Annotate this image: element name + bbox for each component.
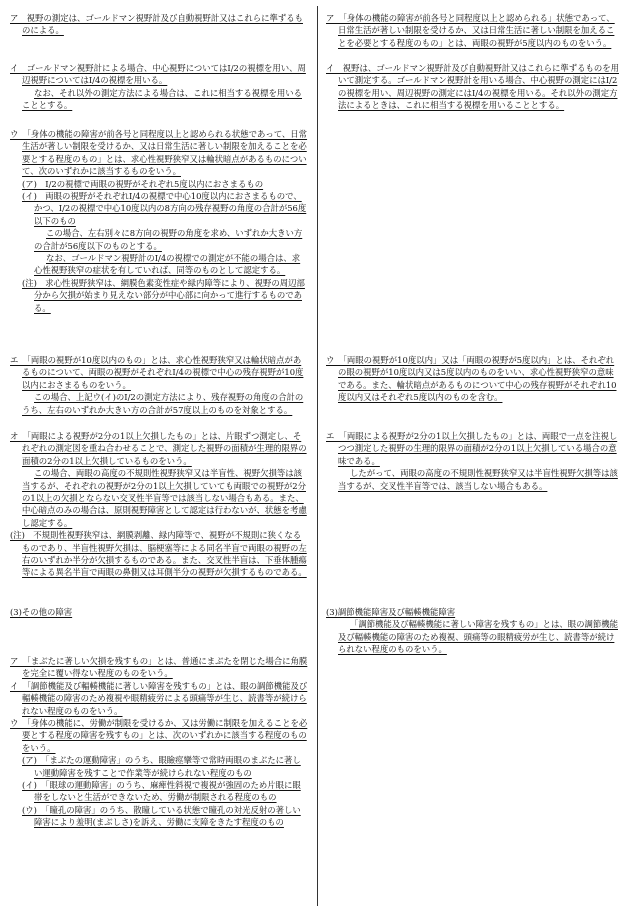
right-item-e [326, 430, 620, 492]
left-item-e-note: この場合、上記ウ(イ)のⅠ/2の測定方法により、残存視野の角度の合計のうち、左右のいずれか大きい方の合計が57度以上のものを対象とする。 [22, 392, 304, 415]
right-item-a-text: ア 「身体の機能の障害が前各号と同程度以上と認められる」状態であって、日常生活が著しい制限を受けるか、又は日常生活に著しい制限を加えることを必要とする程度のもの」とは、両眼の視野が5度以内のものをいう。 [326, 13, 615, 48]
left-item-o [10, 430, 308, 579]
left-item-a-text: ア 視野の測定は、ゴールドマン視野計及び自動視野計又はこれらに準ずるものによる。 [10, 13, 303, 36]
left-section-3-heading: (3)その他の障害 [10, 607, 73, 617]
right-item-i [326, 62, 620, 112]
left-item-o-remark: (注) 不規則性視野狭窄は、網膜剥離、緑内障等で、視野が不規則に狭くなるものであり、半盲性視野欠損は、脳梗塞等による同名半盲で両眼の視野の左右のいずれか半分が欠損するものである。また、交叉性半盲は、下垂体腫瘍等による異名半盲で両眼の鼻側又は耳側半分の視野が欠損するものである。 [10, 530, 307, 578]
right-item-e-note: したがって、両眼の高度の不規則性視野狭窄又は半盲性視野欠損等は該当するが、交叉性半盲等では、該当しない場合もある。 [338, 468, 618, 491]
left-other-i: イ 「調節機能及び輻輳機能に著しい障害を残すもの」とは、眼の調節機能及び輻輳機能の障害のため複視や眼精疲労による頭痛等が生じ、読書等が続けられない程度のものをいう。 [10, 680, 308, 716]
right-item-a [326, 12, 620, 49]
left-item-u-remark: (注) 求心性視野狭窄は、網膜色素変性症や緑内障等により、視野の周辺部分から欠損が始まり見えない部分が中心部に向かって進行するものである。 [22, 277, 305, 313]
left-other-u-sub-i: (イ) 「眼球の運動障害」のうち、麻痺性斜視で複視が強固のため片眼に眼帯をしないと生活ができないため、労働が制限される程度のもの [22, 780, 301, 803]
left-item-e [10, 354, 308, 416]
column-divider [317, 6, 318, 906]
right-section-3-heading: (3)調節機能障害及び輻輳機能障害 [326, 607, 456, 617]
right-item-u [326, 354, 620, 404]
left-item-i [10, 62, 308, 112]
left-item-o-text: オ 「両眼による視野が2分の1以上欠損したもの」とは、片眼ずつ測定し、それぞれの測定図を重ね合わせることで、測定した視野の面積が生理的限界の面積の2分の1以上欠損しているものをいう。 [10, 431, 307, 466]
left-other-a: ア 「まぶたに著しい欠損を残すもの」とは、普通にまぶたを閉じた場合に角膜を完全に覆い得ない程度のものをいう。 [10, 656, 308, 679]
right-item-e-text: エ 「両眼による視野が2分の1以上欠損したもの」とは、両眼で一点を注視しつつ測定した視野の生理的限界の面積が2分の1以上欠損している場合の意味である。 [326, 431, 618, 466]
left-other-u-sub-u: (ウ) 「瞳孔の障害」のうち、散瞳している状態で瞳孔の対光反射の著しい障害により羞明(まぶしさ)を訴え、労働に支障をきたす程度のもの [22, 804, 301, 828]
left-item-u-sub-i: (イ) 両眼の視野がそれぞれⅠ/4の視標で中心10度以内におさまるもので、かつ、Ⅰ/2の視標で中心10度以内の8方向の残存視野の角度の合計が56度以下のもの [22, 191, 307, 226]
left-item-e-text: エ 「両眼の視野が10度以内のもの」とは、求心性視野狭窄又は輪状暗点があるものについて、両眼の視野がそれぞれⅠ/4の視標で中心の残存視野が10度以内におさまるものをいう。 [10, 355, 304, 390]
left-other-u: ウ 「身体の機能に、労働が制限を受けるか、又は労働に制限を加えることを必要とする程度の障害を残すもの」とは、次のいずれかに該当する程度のものをいう。 [10, 718, 308, 753]
left-other-list [10, 655, 308, 829]
left-item-u-sub-a: (ア) Ⅰ/2の視標で両眼の視野がそれぞれ5度以内におさまるもの [22, 178, 264, 189]
left-item-u [10, 128, 308, 314]
left-other-u-sub-a: (ア) 「まぶたの運動障害」のうち、眼瞼痙攣等で常時両眼のまぶたに著しい運動障害を残すことで作業等が続けられない程度のもの [22, 755, 301, 778]
left-item-u-sub-i-note2: なお、ゴールドマン視野計のⅠ/4の視標での測定が不能の場合は、求心性視野狭窄の症状を有していれば、同等のものとして認定する。 [34, 253, 301, 276]
left-item-u-sub-i-note: この場合、左右別々に8方向の視野の角度を求め、いずれか大きい方の合計が56度以下のものとする。 [34, 228, 303, 251]
left-item-o-note: この場合、両眼の高度の不規則性視野狭窄又は半盲性、視野欠損等は該当するが、それぞれの視野が2分の1以上欠損していても両眼での視野が2分の1以上の欠損とならない交叉性半盲等では該当しない場合もある。また、中心暗点のみの場合は、原則視野障害として認定は行わないが、状態を考慮し認定する。 [22, 468, 307, 528]
left-item-a [10, 12, 308, 37]
right-section-3-body: 「調節機能及び輻輳機能に著しい障害を残すもの」とは、眼の調節機能及び輻輳機能の障害のため複視、頭痛等の眼精疲労が生じ、読書等が続けられない程度のものをいう。 [338, 619, 618, 655]
right-section-3 [326, 606, 620, 656]
right-item-u-text: ウ 「両眼の視野が10度以内」又は「両眼の視野が5度以内」とは、それぞれの眼の視野が10度以内又は5度以内のものをいい、求心性視野狭窄の意味である。また、輪状暗点があるものについて中心の残存視野がそれぞれ10度以内又はそれぞれ5度以内のものを含む。 [326, 355, 617, 403]
left-item-i-text: イ ゴールドマン視野計による場合、中心視野についてはⅠ/2の視標を用い、周辺視野についてはⅠ/4の視標を用いる。 [10, 63, 306, 86]
right-item-i-text: イ 視野は、ゴールドマン視野計及び自動視野計又はこれらに準ずるものを用いて測定する。ゴールドマン視野計を用いる場合、中心視野の測定にはⅠ/2の視標を用い、周辺視野の測定にはⅠ/4の視標を用いる。それ以外の測定方法によるときは、これに相当する視標を用いることとする。 [326, 63, 619, 111]
left-item-i-note: なお、それ以外の測定方法による場合は、これに相当する視標を用いることとする。 [22, 87, 302, 111]
left-section-3 [10, 606, 308, 618]
left-item-u-text: ウ 「身体の機能の障害が前各号と同程度以上と認められる状態であって、日常生活が著しい制限を受けるか、又は日常生活に著しい制限を加えることを必要とする程度のもの」とは、求心性視野狭窄又は輪状暗点があるものについて、次のいずれかに該当するものをいう。 [10, 129, 308, 177]
